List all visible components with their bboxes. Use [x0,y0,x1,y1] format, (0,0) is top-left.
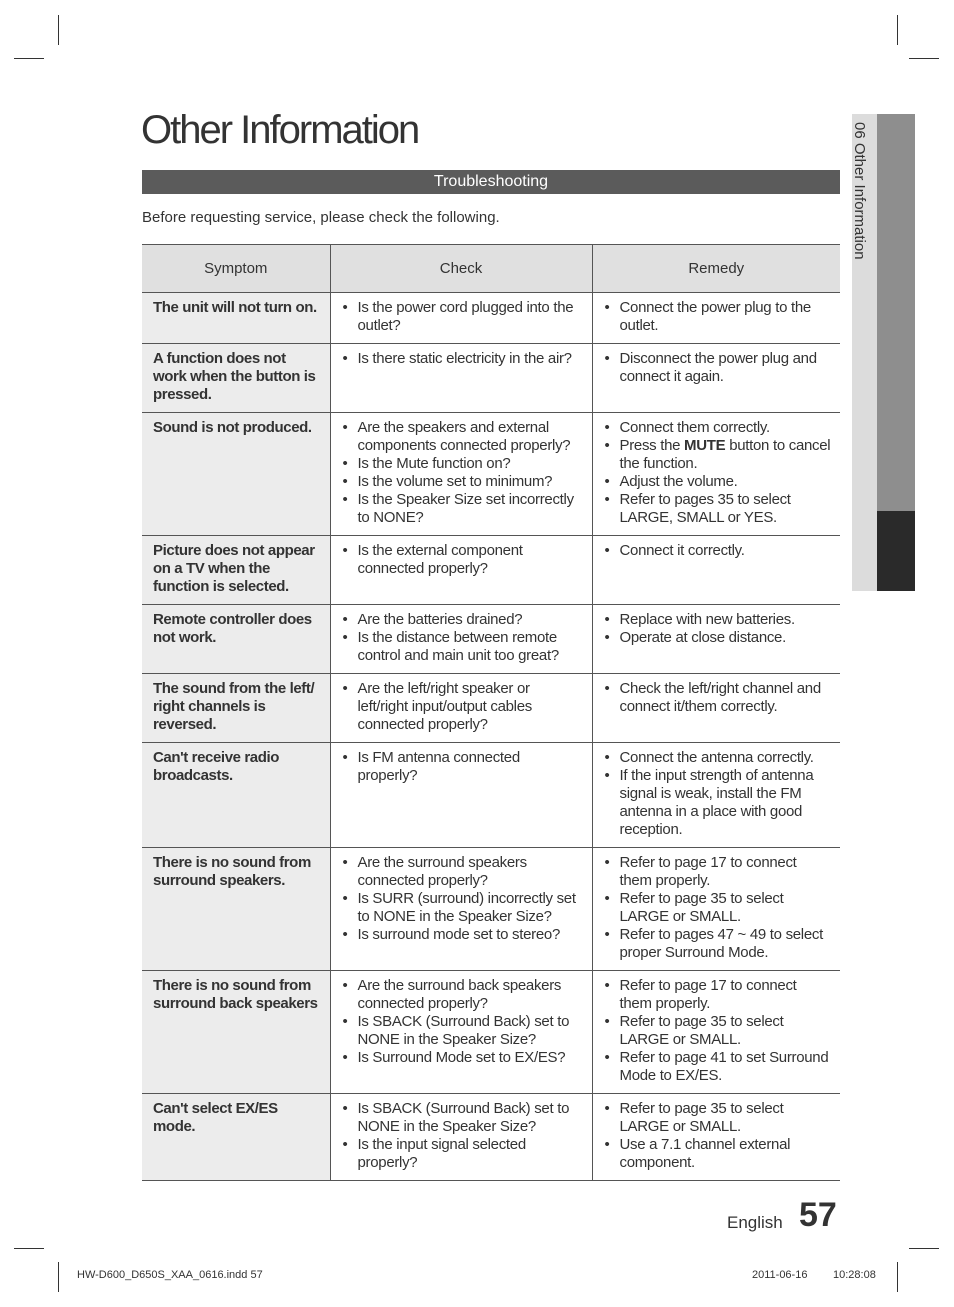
remedy-item: • Connect the power plug to the outlet. [604,299,833,335]
check-item: • Is SURR (surround) incorrectly set to NONE in the Speaker Size? [342,890,584,926]
footer-language: English [727,1213,783,1232]
remedy-item: • Adjust the volume. [604,473,833,491]
check-cell-list [342,611,584,665]
remedy-item: • Refer to page 41 to set Surround Mode to EX/ES. [604,1049,833,1085]
symptom-cell: Can't receive radio broadcasts. [142,743,330,848]
remedy-cell [592,536,840,605]
page-number: 57 [799,1196,837,1234]
check-cell [330,743,592,848]
symptom-cell: Can't select EX/ES mode. [142,1094,330,1181]
symptom-cell: Remote controller does not work. [142,605,330,674]
symptom-cell: The unit will not turn on. [142,293,330,344]
crop-mark [909,1248,939,1249]
check-item: • Is the Speaker Size set incorrectly to NONE? [342,491,584,527]
symptom-cell: Picture does not appear on a TV when the function is selected. [142,536,330,605]
intro-text: Before requesting service, please check the following. [142,209,500,226]
header-remedy: Remedy [592,245,840,293]
chapter-tab-strip [877,114,915,511]
remedy-item [604,437,833,473]
chapter-tab-label: 06 Other Information [851,122,868,260]
remedy-cell [592,848,840,971]
remedy-cell-list [604,749,833,839]
check-cell [330,674,592,743]
check-item: • Are the batteries drained? [342,611,584,629]
check-cell-list [342,350,584,368]
check-item: • Are the left/right speaker or left/right input/output cables connected properly? [342,680,584,734]
check-cell [330,1094,592,1181]
remedy-item: • Refer to pages 35 to select LARGE, SMALL or YES. [604,491,833,527]
check-cell [330,605,592,674]
crop-mark [909,58,939,59]
remedy-cell [592,293,840,344]
symptom-cell: The sound from the left/ right channels is reversed. [142,674,330,743]
remedy-item: • Refer to pages 47 ~ 49 to select proper Surround Mode. [604,926,833,962]
remedy-item-text: button to cancel the function. [619,437,831,472]
remedy-item: • Check the left/right channel and connect it/them correctly. [604,680,833,716]
page-title: Other Information [141,108,419,152]
table-row [142,743,840,848]
mute-button-label: MUTE [684,437,726,454]
remedy-cell [592,605,840,674]
remedy-cell [592,743,840,848]
check-item: • Is the power cord plugged into the outlet? [342,299,584,335]
table-row [142,848,840,971]
remedy-item: • Disconnect the power plug and connect it again. [604,350,833,386]
check-cell [330,536,592,605]
check-cell [330,848,592,971]
check-cell-list [342,542,584,578]
check-cell [330,971,592,1094]
remedy-cell-list [604,611,833,647]
remedy-item: • Operate at close distance. [604,629,833,647]
check-item: • Is the Mute function on? [342,455,584,473]
remedy-cell [592,674,840,743]
crop-mark [14,58,44,59]
check-item: • Is the external component connected properly? [342,542,584,578]
remedy-item: • Use a 7.1 channel external component. [604,1136,833,1172]
check-cell-list [342,977,584,1067]
table-row [142,674,840,743]
check-item: • Is the input signal selected properly? [342,1136,584,1172]
remedy-item: • Refer to page 17 to connect them properly. [604,977,833,1013]
check-item: • Are the speakers and external components connected properly? [342,419,584,455]
remedy-cell-list [604,419,833,527]
remedy-cell-list [604,854,833,962]
remedy-item: • Refer to page 35 to select LARGE or SMALL. [604,1013,833,1049]
table-row [142,344,840,413]
slug-filename: HW-D600_D650S_XAA_0616.indd 57 [77,1269,263,1281]
chapter-tab-marker [877,511,915,591]
remedy-item-text: Press the [619,437,685,454]
check-item: • Is the volume set to minimum? [342,473,584,491]
remedy-item: • Connect it correctly. [604,542,833,560]
check-item: • Is FM antenna connected properly? [342,749,584,785]
check-cell [330,413,592,536]
remedy-cell-list [604,299,833,335]
troubleshooting-table [142,244,840,1181]
check-cell [330,293,592,344]
check-item: • Is SBACK (Surround Back) set to NONE in the Speaker Size? [342,1013,584,1049]
check-cell-list [342,680,584,734]
slug-date: 2011-06-16 [752,1269,808,1281]
remedy-item: • Replace with new batteries. [604,611,833,629]
remedy-cell-list [604,350,833,386]
symptom-cell: A function does not work when the button is pressed. [142,344,330,413]
remedy-cell-list [604,542,833,560]
crop-mark [14,1248,44,1249]
remedy-cell-list [604,1100,833,1172]
check-cell-list [342,749,584,785]
table-row [142,971,840,1094]
check-item: • Is the distance between remote control and main unit too great? [342,629,584,665]
table-row [142,413,840,536]
remedy-cell [592,971,840,1094]
table-header-row [142,245,840,293]
header-symptom: Symptom [142,245,330,293]
remedy-cell-list [604,680,833,716]
symptom-cell: There is no sound from surround speakers. [142,848,330,971]
table-row [142,1094,840,1181]
header-check: Check [330,245,592,293]
check-cell-list [342,854,584,944]
symptom-cell: Sound is not produced. [142,413,330,536]
remedy-item: • Connect the antenna correctly. [604,749,833,767]
check-cell-list [342,419,584,527]
check-cell [330,344,592,413]
remedy-cell-list [604,977,833,1085]
check-item: • Is surround mode set to stereo? [342,926,584,944]
check-cell-list [342,1100,584,1172]
crop-mark [897,1262,898,1292]
remedy-item: • Refer to page 17 to connect them properly. [604,854,833,890]
crop-mark [58,1262,59,1292]
table-body [142,293,840,1181]
remedy-item: • Refer to page 35 to select LARGE or SMALL. [604,1100,833,1136]
remedy-cell [592,1094,840,1181]
remedy-item: • Connect them correctly. [604,419,833,437]
crop-mark [897,15,898,45]
check-cell-list [342,299,584,335]
check-item: • Are the surround back speakers connected properly? [342,977,584,1013]
table-row [142,536,840,605]
check-item: • Is SBACK (Surround Back) set to NONE in the Speaker Size? [342,1100,584,1136]
check-item: • Are the surround speakers connected properly? [342,854,584,890]
remedy-item: • If the input strength of antenna signal is weak, install the FM antenna in a place with good reception. [604,767,833,839]
section-header: Troubleshooting [142,170,840,194]
table-row [142,605,840,674]
remedy-item: • Refer to page 35 to select LARGE or SMALL. [604,890,833,926]
table-row [142,293,840,344]
check-item: • Is there static electricity in the air? [342,350,584,368]
slug-time: 10:28:08 [833,1269,876,1281]
remedy-cell [592,344,840,413]
symptom-cell: There is no sound from surround back speakers [142,971,330,1094]
remedy-cell [592,413,840,536]
check-item: • Is Surround Mode set to EX/ES? [342,1049,584,1067]
crop-mark [58,15,59,45]
